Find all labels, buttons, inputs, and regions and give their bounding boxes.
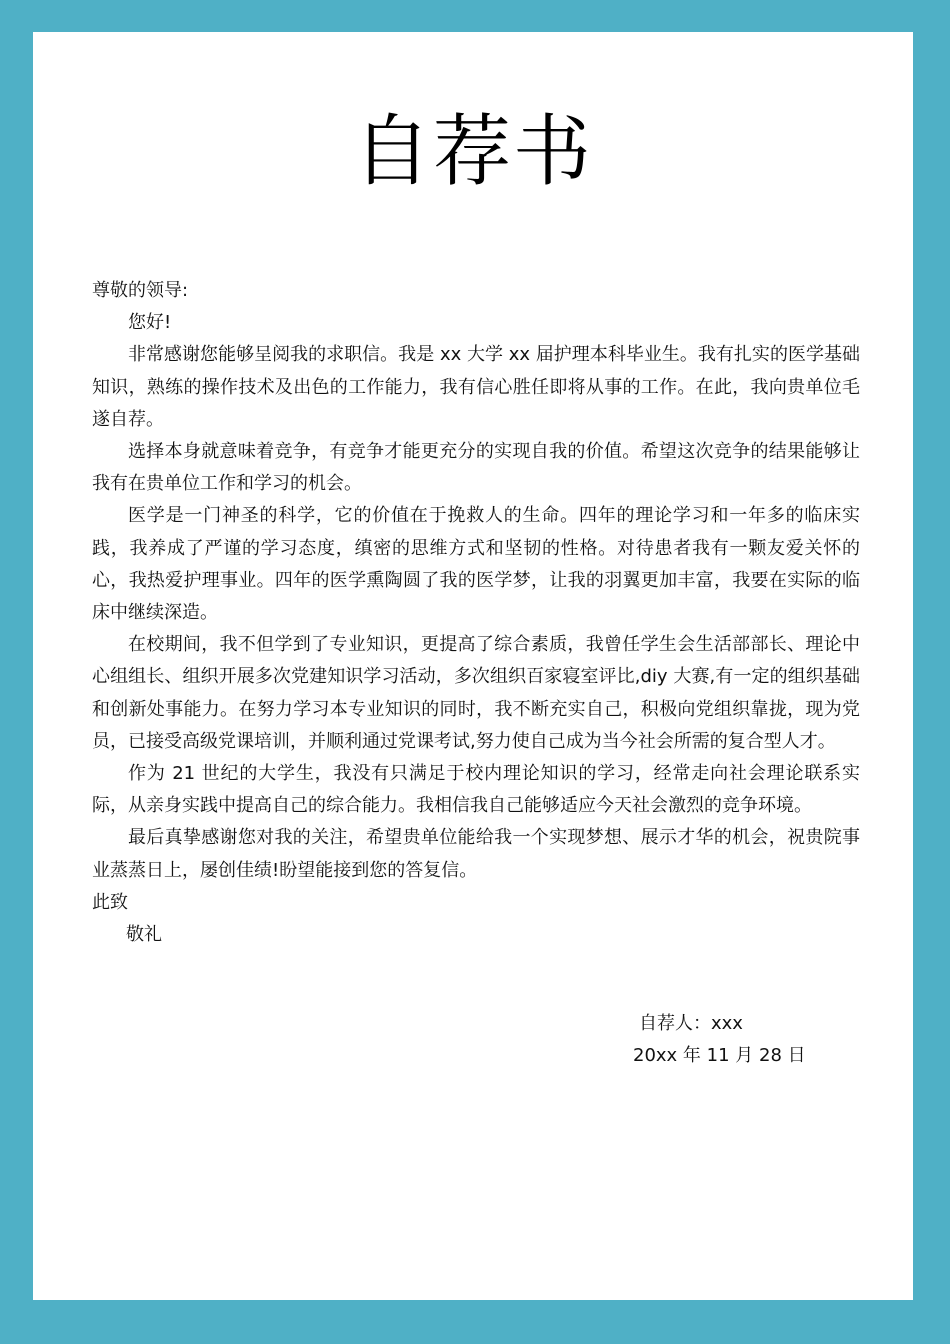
salutation: 敬礼	[126, 924, 162, 946]
paragraph-3: 医学是一门神圣的科学，它的价值在于挽救人的生命。四年的理论学习和一年多的临床实践，我养成了严谨的学习态度，缜密的思维方式和坚韧的性格。对待患者我有一颗友爱关怀的心，我热爱护理事业。四年的医学熏陶圆了我的医学梦，让我的羽翼更加丰富，我要在实际的临床中继续深造。	[92, 505, 860, 624]
signature-block	[633, 1008, 873, 1072]
paragraph-1: 非常感谢您能够呈阅我的求职信。我是 xx 大学 xx 届护理本科毕业生。我有扎实的医学基础知识，熟练的操作技术及出色的工作能力，我有信心胜任即将从事的工作。在此，我向贵单位毛遂自荐。	[92, 344, 860, 430]
signer: 自荐人：xxx	[639, 1013, 743, 1034]
opening-line: 您好!	[128, 312, 172, 334]
paragraph-4: 在校期间，我不但学到了专业知识，更提高了综合素质，我曾任学生会生活部部长、理论中心组组长、组织开展多次党建知识学习活动，多次组织百家寝室评比,diy 大赛,有一定的组织基础和创新处事能力。在努力学习本专业知识的同时，我不断充实自己，积极向党组织靠拢，现为党员，已接受高级党课培训，并顺利通过党课考试,努力使自己成为当今社会所需的复合型人才。	[92, 634, 860, 752]
closing-line: 此致	[92, 891, 128, 913]
paragraph-5: 作为 21 世纪的大学生，我没有只满足于校内理论知识的学习，经常走向社会理论联系实际，从亲身实践中提高自己的综合能力。我相信我自己能够适应今天社会激烈的竞争环境。	[92, 763, 860, 817]
greeting: 尊敬的领导:	[92, 280, 189, 301]
letter-sheet	[33, 32, 913, 1300]
letter-body	[92, 275, 860, 951]
page-title: 自荐书	[352, 107, 593, 197]
paragraph-6: 最后真挚感谢您对我的关注，希望贵单位能给我一个实现梦想、展示才华的机会，祝贵院事业蒸蒸日上，屡创佳绩!盼望能接到您的答复信。	[92, 827, 860, 881]
letter-date: 20xx 年 11 月 28 日	[633, 1045, 806, 1066]
paragraph-2: 选择本身就意味着竞争，有竞争才能更充分的实现自我的价值。希望这次竞争的结果能够让我有在贵单位工作和学习的机会。	[92, 441, 860, 495]
